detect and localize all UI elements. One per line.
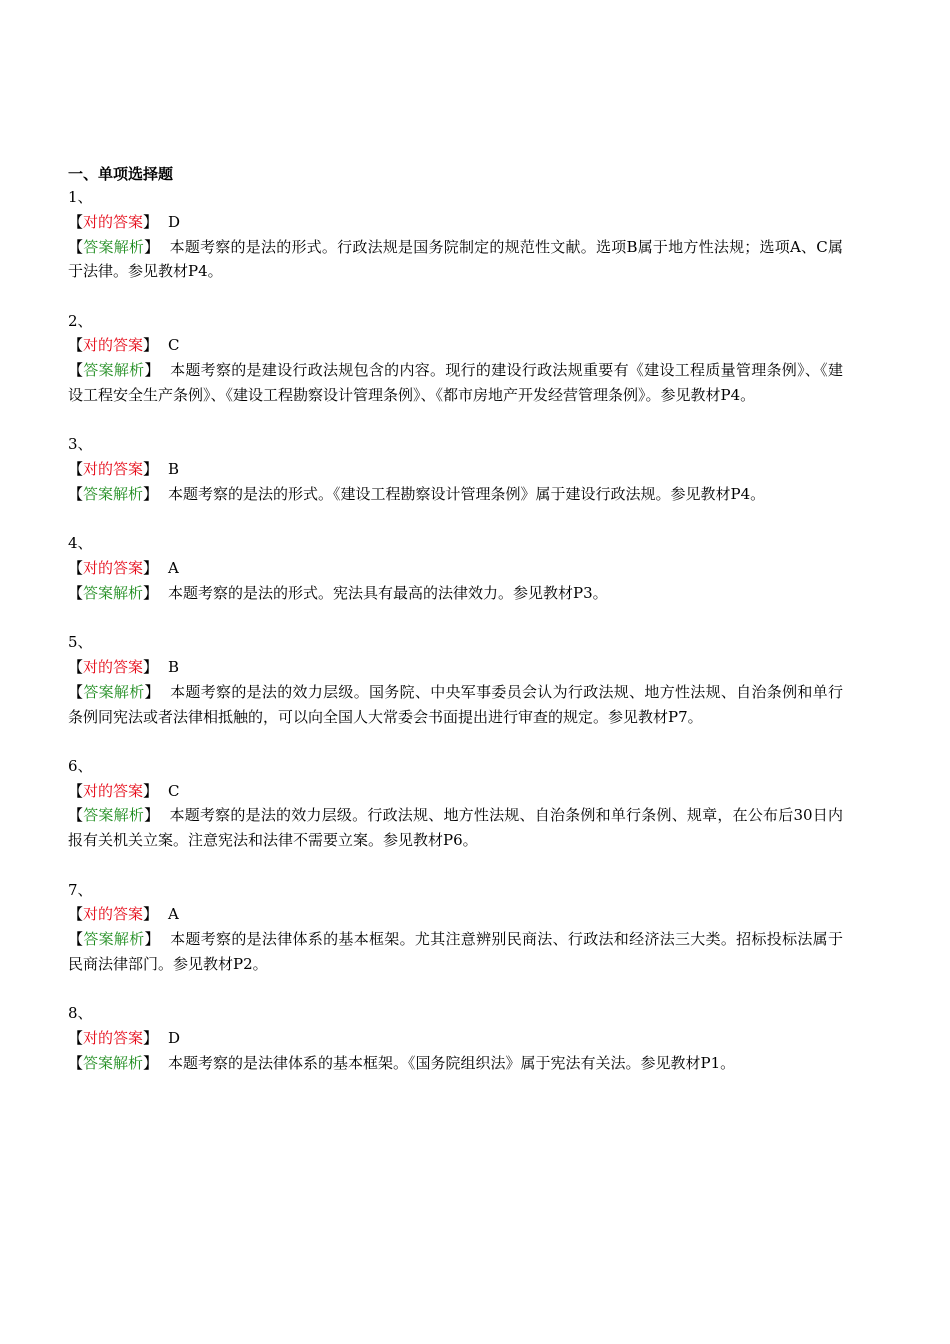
answer-row (68, 1026, 843, 1051)
bracket-open: 【 (68, 460, 84, 479)
question-list (68, 185, 843, 1076)
explanation-row (68, 581, 843, 606)
bracket-close: 】 (144, 361, 160, 380)
question-item (68, 878, 843, 977)
answer-row (68, 210, 843, 235)
explanation-text: 本题考察的是建设行政法规包含的内容。现行的建设行政法规重要有《建设工程质量管理条例》、《建设工程安全生产条例》、《建设工程勘察设计管理条例》、《都市房地产开发经营管理条例》。参见教材P4。 (68, 361, 843, 405)
answer-value: B (168, 657, 180, 676)
explanation-row (68, 927, 843, 977)
explanation-label: 答案解析 (83, 583, 144, 602)
answer-row (68, 655, 843, 680)
question-item (68, 754, 843, 853)
explanation-text: 本题考察的是法的形式。宪法具有最高的法律效力。参见教材P3。 (168, 583, 608, 602)
question-number: 4、 (68, 534, 93, 553)
answer-value: C (168, 336, 180, 355)
answer-value: A (168, 559, 179, 578)
answer-row (68, 779, 843, 804)
explanation-row (68, 1051, 843, 1076)
bracket-open: 【 (68, 559, 84, 578)
bracket-close: 】 (143, 583, 159, 602)
question-number: 8、 (68, 1004, 93, 1023)
explanation-label: 答案解析 (83, 361, 145, 380)
question-number: 3、 (68, 435, 93, 454)
explanation-text: 本题考察的是法的形式。《建设工程勘察设计管理条例》属于建设行政法规。参见教材P4。 (168, 484, 766, 503)
explanation-label: 答案解析 (83, 806, 145, 825)
question-item (68, 185, 843, 284)
explanation-label: 答案解析 (83, 930, 145, 949)
explanation-row (68, 803, 843, 853)
question-item (68, 432, 843, 506)
bracket-close: 】 (144, 237, 160, 256)
document-body (68, 163, 843, 1100)
bracket-close: 】 (143, 336, 159, 355)
question-item (68, 630, 843, 729)
bracket-close: 】 (143, 905, 159, 924)
bracket-open: 【 (68, 930, 84, 949)
explanation-label: 答案解析 (83, 237, 145, 256)
question-number: 6、 (68, 756, 93, 775)
answer-label: 对的答案 (83, 781, 144, 800)
answer-value: D (168, 212, 181, 231)
question-number: 1、 (68, 188, 93, 206)
explanation-text: 本题考察的是法律体系的基本框架。《国务院组织法》属于宪法有关法。参见教材P1。 (168, 1053, 736, 1072)
answer-value: B (168, 460, 180, 479)
answer-label: 对的答案 (83, 657, 144, 676)
bracket-open: 【 (68, 484, 84, 503)
explanation-row (68, 358, 843, 408)
bracket-open: 【 (68, 1053, 84, 1072)
bracket-close: 】 (144, 682, 160, 701)
bracket-close: 】 (144, 806, 160, 825)
bracket-open: 【 (68, 237, 84, 256)
explanation-row (68, 235, 843, 285)
explanation-label: 答案解析 (83, 1053, 144, 1072)
question-item (68, 309, 843, 408)
answer-value: A (168, 905, 179, 924)
explanation-text: 本题考察的是法的形式。行政法规是国务院制定的规范性文献。选项B属于地方性法规；选项A、C属于法律。参见教材P4。 (68, 237, 843, 281)
answer-label: 对的答案 (83, 559, 144, 578)
answer-row (68, 556, 843, 581)
bracket-open: 【 (68, 361, 84, 380)
bracket-open: 【 (68, 336, 84, 355)
bracket-open: 【 (68, 682, 84, 701)
bracket-open: 【 (68, 583, 84, 602)
bracket-close: 】 (143, 657, 159, 676)
question-number: 2、 (68, 311, 93, 330)
question-number: 7、 (68, 880, 93, 899)
explanation-text: 本题考察的是法的效力层级。国务院、中央军事委员会认为行政法规、地方性法规、自治条例和单行条例同宪法或者法律相抵触的，可以向全国人大常委会书面提出进行审查的规定。参见教材P7。 (68, 682, 843, 726)
answer-label: 对的答案 (83, 336, 144, 355)
explanation-label: 答案解析 (83, 682, 145, 701)
bracket-open: 【 (68, 781, 84, 800)
answer-label: 对的答案 (83, 212, 144, 231)
bracket-open: 【 (68, 657, 84, 676)
answer-value: C (168, 781, 180, 800)
bracket-close: 】 (143, 559, 159, 578)
bracket-close: 】 (143, 484, 159, 503)
explanation-text: 本题考察的是法的效力层级。行政法规、地方性法规、自治条例和单行条例、规章，在公布后30日内报有关机关立案。注意宪法和法律不需要立案。参见教材P6。 (68, 806, 843, 850)
explanation-row (68, 680, 843, 730)
bracket-close: 】 (143, 1029, 159, 1048)
bracket-close: 】 (143, 460, 159, 479)
answer-row (68, 457, 843, 482)
question-number: 5、 (68, 633, 93, 652)
explanation-row (68, 482, 843, 507)
bracket-open: 【 (68, 1029, 84, 1048)
answer-value: D (168, 1029, 181, 1048)
explanation-label: 答案解析 (83, 484, 144, 503)
section-title: 一、单项选择题 (68, 165, 174, 183)
bracket-open: 【 (68, 806, 84, 825)
bracket-close: 】 (143, 781, 159, 800)
question-item (68, 531, 843, 605)
answer-label: 对的答案 (83, 1029, 144, 1048)
bracket-close: 】 (143, 1053, 159, 1072)
answer-row (68, 333, 843, 358)
bracket-open: 【 (68, 212, 84, 231)
answer-label: 对的答案 (83, 905, 144, 924)
bracket-close: 】 (143, 212, 159, 231)
bracket-close: 】 (144, 930, 160, 949)
answer-row (68, 902, 843, 927)
bracket-open: 【 (68, 905, 84, 924)
question-item (68, 1001, 843, 1075)
explanation-text: 本题考察的是法律体系的基本框架。尤其注意辨别民商法、行政法和经济法三大类。招标投标法属于民商法律部门。参见教材P2。 (68, 930, 843, 973)
answer-label: 对的答案 (83, 460, 144, 479)
